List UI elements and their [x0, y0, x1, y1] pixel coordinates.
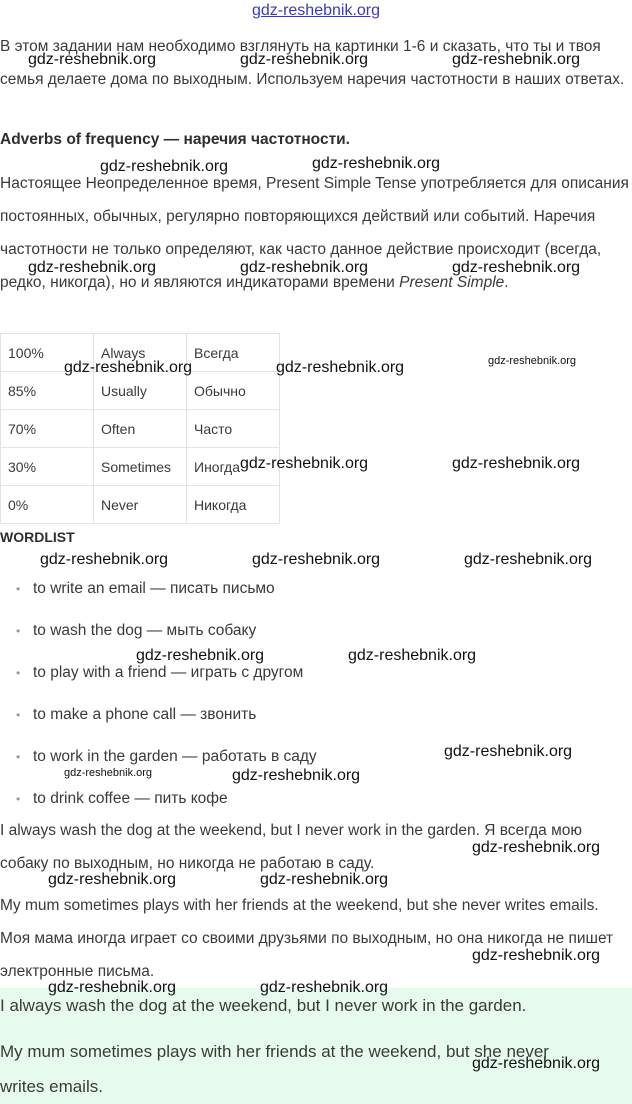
- watermark: gdz-reshebnik.org: [240, 455, 369, 472]
- english-cell: Never: [94, 486, 187, 524]
- russian-cell: Обычно: [187, 372, 280, 410]
- watermark: gdz-reshebnik.org: [260, 871, 389, 888]
- explanation-term: Present Simple: [399, 274, 505, 291]
- list-item: [0, 694, 317, 736]
- watermark: gdz-reshebnik.org: [240, 259, 369, 276]
- watermark: gdz-reshebnik.org: [28, 51, 157, 68]
- list-item-text: to make a phone call — звонить: [33, 706, 257, 723]
- percent-cell: 85%: [1, 372, 94, 410]
- english-cell: Sometimes: [94, 448, 187, 486]
- bullet-icon: •: [16, 582, 21, 596]
- explanation-text: Настоящее Неопределенное время, Present Simple Tense употребляется для описания постоянных, обычных, регулярно повторяющихся действий или событий. Наречия частотности не только определяют, как часто данное действие происходит (всегда, редко, никогда), но и являются индикаторами времени: [0, 175, 629, 291]
- russian-cell: Никогда: [187, 486, 280, 524]
- percent-cell: 100%: [1, 334, 94, 372]
- example-paragraph-2: My mum sometimes plays with her friends at the weekend, but she never writes emails. Моя мама иногда играет со своими друзьями по выходным, но она никогда не пишет электронные письма.: [0, 897, 614, 980]
- table-row: [1, 486, 280, 524]
- list-item: [0, 568, 317, 610]
- bullet-icon: •: [16, 708, 21, 722]
- english-cell: Usually: [94, 372, 187, 410]
- percent-cell: 0%: [1, 486, 94, 524]
- watermark: gdz-reshebnik.org: [28, 259, 157, 276]
- watermark: gdz-reshebnik.org: [48, 979, 177, 996]
- bullet-icon: •: [16, 624, 21, 638]
- percent-cell: 30%: [1, 448, 94, 486]
- russian-cell: Всегда: [187, 334, 280, 372]
- watermark: gdz-reshebnik.org: [452, 259, 581, 276]
- list-item: [0, 610, 317, 652]
- intro-paragraph: В этом задании нам необходимо взглянуть на картинки 1-6 и сказать, что ты и твоя семья делаете дома по выходным. Используем наречия частотности в наших ответах.: [0, 38, 625, 88]
- watermark: gdz-reshebnik.org: [452, 455, 581, 472]
- wordlist-title: WORDLIST: [0, 529, 75, 545]
- watermark: gdz-reshebnik.org: [444, 743, 573, 760]
- watermark: gdz-reshebnik.org: [64, 767, 153, 779]
- watermark: gdz-reshebnik.org: [48, 871, 177, 888]
- watermark: gdz-reshebnik.org: [260, 979, 389, 996]
- watermark: gdz-reshebnik.org: [472, 839, 601, 856]
- watermark: gdz-reshebnik.org: [64, 359, 193, 376]
- russian-cell: Иногда: [187, 448, 280, 486]
- bullet-icon: •: [16, 666, 21, 680]
- percent-cell: 70%: [1, 410, 94, 448]
- watermark: gdz-reshebnik.org: [136, 647, 265, 664]
- watermark: gdz-reshebnik.org: [276, 359, 405, 376]
- bullet-icon: •: [16, 792, 21, 806]
- watermark: gdz-reshebnik.org: [472, 1055, 601, 1072]
- site-header-link[interactable]: gdz-reshebnik.org: [251, 2, 381, 19]
- watermark: gdz-reshebnik.org: [40, 551, 169, 568]
- bullet-icon: •: [16, 750, 21, 764]
- answer-line-2: My mum sometimes plays with her friends at the weekend, but she never: [0, 1042, 549, 1061]
- explanation-end: .: [504, 274, 509, 291]
- watermark: gdz-reshebnik.org: [232, 767, 361, 784]
- list-item-text: to work in the garden — работать в саду: [33, 748, 317, 765]
- watermark: gdz-reshebnik.org: [488, 355, 577, 367]
- watermark: gdz-reshebnik.org: [452, 51, 581, 68]
- watermark: gdz-reshebnik.org: [312, 155, 441, 172]
- table-row: [1, 448, 280, 486]
- table-row: [1, 372, 280, 410]
- watermark: gdz-reshebnik.org: [464, 551, 593, 568]
- example-paragraph-1: I always wash the dog at the weekend, but I never work in the garden. Я всегда мою собаку по выходным, но никогда не работаю в саду.: [0, 822, 582, 872]
- watermark: gdz-reshebnik.org: [100, 158, 229, 175]
- answer-line-1: I always wash the dog at the weekend, but I never work in the garden.: [0, 996, 527, 1015]
- list-item-text: to write an email — писать письмо: [33, 580, 275, 597]
- watermark: gdz-reshebnik.org: [472, 947, 601, 964]
- english-cell: Always: [94, 334, 187, 372]
- english-cell: Often: [94, 410, 187, 448]
- answer-box: [0, 988, 632, 1104]
- watermark: gdz-reshebnik.org: [252, 551, 381, 568]
- list-item-text: to drink coffee — пить кофе: [33, 790, 228, 807]
- adverbs-heading: Adverbs of frequency — наречия частотности.: [0, 131, 350, 148]
- explanation-paragraph: [0, 167, 632, 299]
- list-item-text: to wash the dog — мыть собаку: [33, 622, 257, 639]
- watermark: gdz-reshebnik.org: [240, 51, 369, 68]
- list-item-text: to play with a friend — играть с другом: [33, 664, 304, 681]
- russian-cell: Часто: [187, 410, 280, 448]
- watermark: gdz-reshebnik.org: [348, 647, 477, 664]
- answer-line-3: writes emails.: [0, 1077, 103, 1096]
- table-row: [1, 410, 280, 448]
